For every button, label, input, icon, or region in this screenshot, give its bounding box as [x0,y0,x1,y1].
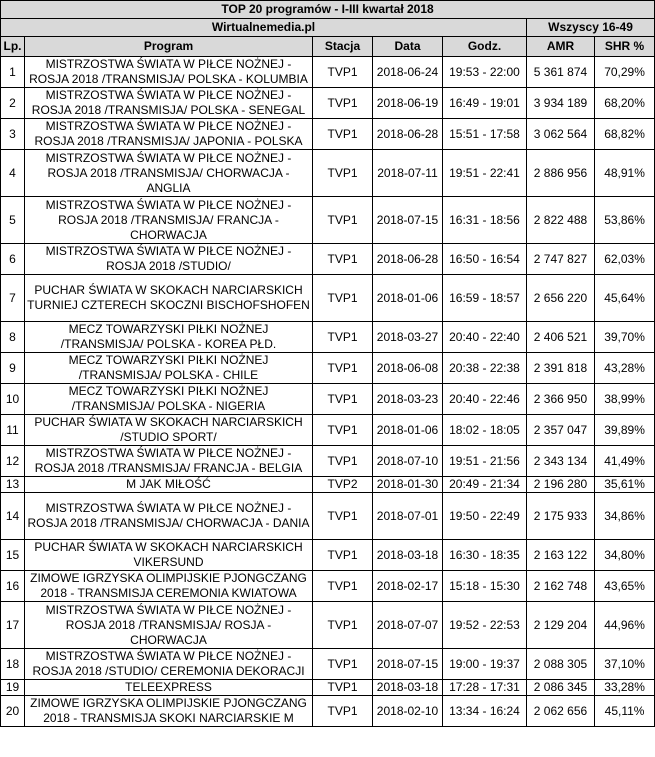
cell-shr: 68,82% [595,119,655,150]
cell-program: TELEEXPRESS [25,680,313,696]
cell-shr: 39,70% [595,322,655,353]
col-amr: AMR [527,37,595,57]
cell-godz: 15:18 - 15:30 [443,571,527,602]
cell-program: MISTRZOSTWA ŚWIATA W PIŁCE NOŻNEJ - ROSJA 2018 /TRANSMISJA/ POLSKA - SENEGAL [25,88,313,119]
cell-godz: 15:51 - 17:58 [443,119,527,150]
cell-lp: 17 [1,602,25,649]
cell-shr: 37,10% [595,649,655,680]
cell-stacja: TVP1 [313,353,373,384]
cell-lp: 2 [1,88,25,119]
cell-amr: 2 175 933 [527,493,595,540]
cell-lp: 4 [1,150,25,197]
cell-amr: 2 406 521 [527,322,595,353]
table-row [1,540,655,571]
col-shr: SHR % [595,37,655,57]
cell-shr: 43,65% [595,571,655,602]
cell-stacja: TVP1 [313,275,373,322]
cell-godz: 19:50 - 22:49 [443,493,527,540]
cell-lp: 5 [1,197,25,244]
cell-godz: 16:50 - 16:54 [443,244,527,275]
cell-lp: 14 [1,493,25,540]
cell-program: MECZ TOWARZYSKI PIŁKI NOŻNEJ /TRANSMISJA/ POLSKA - CHILE [25,353,313,384]
cell-amr: 2 747 827 [527,244,595,275]
cell-shr: 41,49% [595,446,655,477]
cell-godz: 20:40 - 22:46 [443,384,527,415]
cell-stacja: TVP1 [313,384,373,415]
cell-godz: 16:30 - 18:35 [443,540,527,571]
cell-amr: 2 163 122 [527,540,595,571]
cell-data: 2018-06-19 [373,88,443,119]
cell-program: PUCHAR ŚWIATA W SKOKACH NARCIARSKICH VIKERSUND [25,540,313,571]
cell-stacja: TVP1 [313,540,373,571]
table-row [1,150,655,197]
cell-data: 2018-06-24 [373,57,443,88]
cell-data: 2018-07-01 [373,493,443,540]
cell-amr: 2 822 488 [527,197,595,244]
cell-godz: 19:53 - 22:00 [443,57,527,88]
cell-lp: 6 [1,244,25,275]
cell-data: 2018-03-23 [373,384,443,415]
table-row [1,88,655,119]
source-label: Wirtualnemedia.pl [1,19,527,37]
cell-data: 2018-03-27 [373,322,443,353]
cell-data: 2018-07-15 [373,649,443,680]
cell-godz: 20:49 - 21:34 [443,477,527,493]
cell-stacja: TVP1 [313,649,373,680]
cell-data: 2018-01-06 [373,415,443,446]
cell-lp: 3 [1,119,25,150]
table-row [1,322,655,353]
cell-amr: 2 062 656 [527,696,595,727]
cell-shr: 35,61% [595,477,655,493]
cell-shr: 45,64% [595,275,655,322]
cell-lp: 12 [1,446,25,477]
cell-amr: 2 196 280 [527,477,595,493]
col-godz: Godz. [443,37,527,57]
cell-program: MISTRZOSTWA ŚWIATA W PIŁCE NOŻNEJ - ROSJA 2018 /TRANSMISJA/ FRANCJA - BELGIA [25,446,313,477]
cell-godz: 19:00 - 19:37 [443,649,527,680]
cell-amr: 3 934 189 [527,88,595,119]
cell-stacja: TVP1 [313,322,373,353]
cell-godz: 20:38 - 22:38 [443,353,527,384]
table-row [1,384,655,415]
table-row [1,446,655,477]
table-row [1,571,655,602]
cell-amr: 2 129 204 [527,602,595,649]
col-data: Data [373,37,443,57]
table-row [1,602,655,649]
cell-data: 2018-02-17 [373,571,443,602]
cell-shr: 70,29% [595,57,655,88]
col-lp: Lp. [1,37,25,57]
cell-lp: 9 [1,353,25,384]
table-row [1,680,655,696]
table-row [1,275,655,322]
cell-godz: 16:31 - 18:56 [443,197,527,244]
cell-stacja: TVP1 [313,602,373,649]
table-row [1,353,655,384]
cell-godz: 17:28 - 17:31 [443,680,527,696]
cell-shr: 38,99% [595,384,655,415]
cell-godz: 18:02 - 18:05 [443,415,527,446]
cell-data: 2018-06-28 [373,244,443,275]
cell-shr: 62,03% [595,244,655,275]
cell-amr: 2 886 956 [527,150,595,197]
cell-lp: 18 [1,649,25,680]
cell-stacja: TVP1 [313,119,373,150]
column-header-row [1,37,655,57]
cell-lp: 8 [1,322,25,353]
cell-godz: 16:59 - 18:57 [443,275,527,322]
cell-lp: 11 [1,415,25,446]
cell-stacja: TVP1 [313,446,373,477]
cell-program: MISTRZOSTWA ŚWIATA W PIŁCE NOŻNEJ - ROSJA 2018 /TRANSMISJA/ CHORWACJA - ANGLIA [25,150,313,197]
cell-data: 2018-06-08 [373,353,443,384]
cell-stacja: TVP2 [313,477,373,493]
cell-program: PUCHAR ŚWIATA W SKOKACH NARCIARSKICH /STUDIO SPORT/ [25,415,313,446]
cell-lp: 19 [1,680,25,696]
cell-amr: 2 162 748 [527,571,595,602]
cell-shr: 53,86% [595,197,655,244]
cell-amr: 2 088 305 [527,649,595,680]
table-row [1,696,655,727]
cell-data: 2018-07-07 [373,602,443,649]
cell-data: 2018-01-30 [373,477,443,493]
cell-shr: 34,80% [595,540,655,571]
cell-program: PUCHAR ŚWIATA W SKOKACH NARCIARSKICH TURNIEJ CZTERECH SKOCZNI BISCHOFSHOFEN [25,275,313,322]
cell-godz: 16:49 - 19:01 [443,88,527,119]
table-row [1,477,655,493]
cell-godz: 19:52 - 22:53 [443,602,527,649]
cell-data: 2018-03-18 [373,680,443,696]
cell-shr: 43,28% [595,353,655,384]
cell-stacja: TVP1 [313,680,373,696]
table-row [1,244,655,275]
cell-lp: 13 [1,477,25,493]
table-row [1,415,655,446]
table-row [1,57,655,88]
cell-stacja: TVP1 [313,571,373,602]
cell-program: MECZ TOWARZYSKI PIŁKI NOŻNEJ /TRANSMISJA/ POLSKA - NIGERIA [25,384,313,415]
cell-shr: 45,11% [595,696,655,727]
table-row [1,197,655,244]
cell-data: 2018-07-15 [373,197,443,244]
cell-amr: 2 391 818 [527,353,595,384]
col-stacja: Stacja [313,37,373,57]
cell-shr: 33,28% [595,680,655,696]
cell-stacja: TVP1 [313,696,373,727]
cell-shr: 68,20% [595,88,655,119]
cell-stacja: TVP1 [313,150,373,197]
cell-program: M JAK MIŁOŚĆ [25,477,313,493]
cell-stacja: TVP1 [313,415,373,446]
cell-program: ZIMOWE IGRZYSKA OLIMPIJSKIE PJONGCZANG 2018 - TRANSMISJA SKOKI NARCIARSKIE M [25,696,313,727]
cell-data: 2018-07-10 [373,446,443,477]
cell-stacja: TVP1 [313,244,373,275]
cell-data: 2018-03-18 [373,540,443,571]
cell-program: MISTRZOSTWA ŚWIATA W PIŁCE NOŻNEJ - ROSJA 2018 /TRANSMISJA/ ROSJA - CHORWACJA [25,602,313,649]
cell-program: MISTRZOSTWA ŚWIATA W PIŁCE NOŻNEJ - ROSJA 2018 /TRANSMISJA/ JAPONIA - POLSKA [25,119,313,150]
cell-stacja: TVP1 [313,88,373,119]
cell-stacja: TVP1 [313,493,373,540]
cell-lp: 10 [1,384,25,415]
table-row [1,649,655,680]
cell-shr: 44,96% [595,602,655,649]
table-row [1,493,655,540]
col-program: Program [25,37,313,57]
cell-data: 2018-02-10 [373,696,443,727]
cell-data: 2018-01-06 [373,275,443,322]
cell-program: MISTRZOSTWA ŚWIATA W PIŁCE NOŻNEJ - ROSJA 2018 /STUDIO/ [25,244,313,275]
cell-lp: 1 [1,57,25,88]
cell-program: MISTRZOSTWA ŚWIATA W PIŁCE NOŻNEJ - ROSJA 2018 /TRANSMISJA/ FRANCJA - CHORWACJA [25,197,313,244]
cell-program: ZIMOWE IGRZYSKA OLIMPIJSKIE PJONGCZANG 2018 - TRANSMISJA CEREMONIA KWIATOWA [25,571,313,602]
cell-amr: 3 062 564 [527,119,595,150]
cell-amr: 2 366 950 [527,384,595,415]
cell-stacja: TVP1 [313,197,373,244]
cell-shr: 48,91% [595,150,655,197]
cell-godz: 20:40 - 22:40 [443,322,527,353]
cell-program: MISTRZOSTWA ŚWIATA W PIŁCE NOŻNEJ - ROSJA 2018 /TRANSMISJA/ POLSKA - KOLUMBIA [25,57,313,88]
cell-godz: 19:51 - 21:56 [443,446,527,477]
cell-program: MISTRZOSTWA ŚWIATA W PIŁCE NOŻNEJ - ROSJA 2018 /TRANSMISJA/ CHORWACJA - DANIA [25,493,313,540]
cell-lp: 20 [1,696,25,727]
cell-lp: 15 [1,540,25,571]
cell-amr: 2 343 134 [527,446,595,477]
cell-shr: 34,86% [595,493,655,540]
cell-data: 2018-07-11 [373,150,443,197]
cell-stacja: TVP1 [313,57,373,88]
audience-label: Wszyscy 16-49 [527,19,655,37]
cell-amr: 5 361 874 [527,57,595,88]
table-title: TOP 20 programów - I-III kwartał 2018 [1,1,655,19]
cell-godz: 13:34 - 16:24 [443,696,527,727]
cell-amr: 2 086 345 [527,680,595,696]
cell-data: 2018-06-28 [373,119,443,150]
cell-amr: 2 656 220 [527,275,595,322]
cell-amr: 2 357 047 [527,415,595,446]
table-row [1,119,655,150]
cell-program: MISTRZOSTWA ŚWIATA W PIŁCE NOŻNEJ - ROSJA 2018 /STUDIO/ CEREMONIA DEKORACJI [25,649,313,680]
cell-lp: 7 [1,275,25,322]
cell-program: MECZ TOWARZYSKI PIŁKI NOŻNEJ /TRANSMISJA/ POLSKA - KOREA PŁD. [25,322,313,353]
cell-godz: 19:51 - 22:41 [443,150,527,197]
cell-shr: 39,89% [595,415,655,446]
cell-lp: 16 [1,571,25,602]
